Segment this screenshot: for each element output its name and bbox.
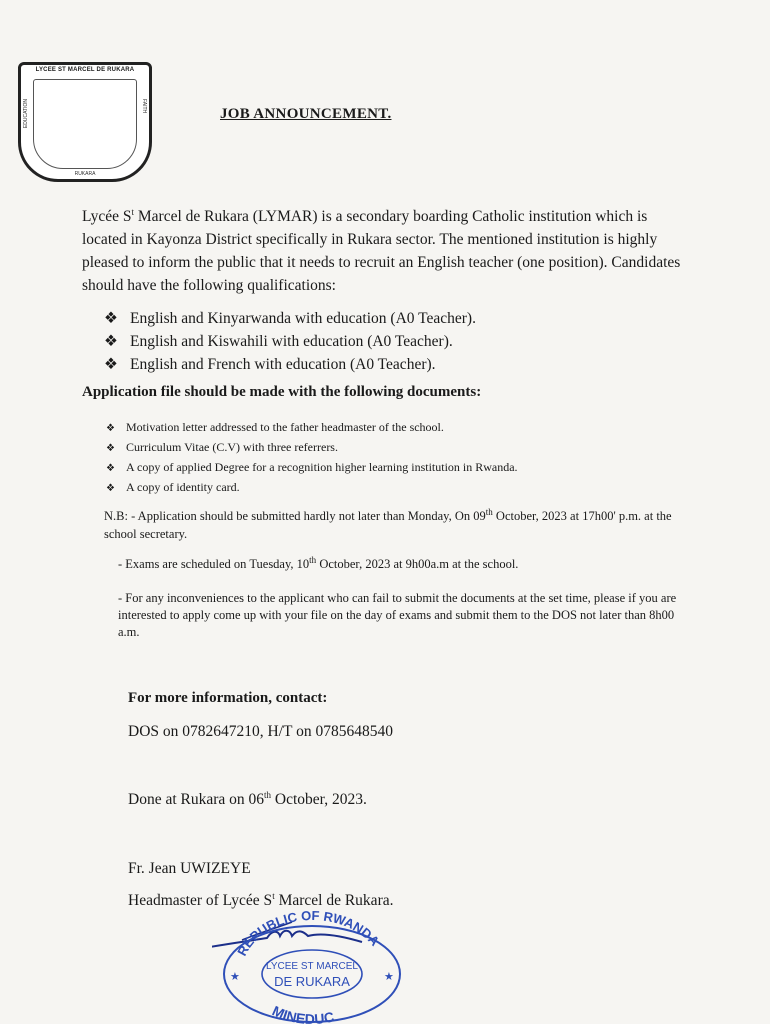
list-item: ❖ Curriculum Vitae (C.V) with three referrers.: [106, 438, 518, 458]
document-title: JOB ANNOUNCEMENT.: [220, 106, 392, 122]
intro-sup: t: [131, 206, 135, 217]
intro-paragraph: [82, 205, 692, 297]
stamp-inner-line1: LYCEE ST MARCEL: [266, 961, 358, 972]
exams-text-start: - Exams are scheduled on Tuesday, 10: [118, 557, 310, 571]
inconveniences-note: - For any inconveniences to the applicant who can fail to submit the documents at the set time, please if you are interested to apply come up with your file on the day of exams and submit them to the DOS not later than 8h00 a.m.: [118, 591, 677, 639]
done-text-start: Done at Rukara on 06: [128, 791, 265, 808]
list-item: ❖ English and Kiswahili with education (A0 Teacher).: [104, 330, 476, 353]
done-sup: th: [264, 789, 272, 800]
exams-note: [118, 554, 519, 572]
nb-text-rest: October, 2023 at 17h00' p.m. at the school secretary.: [104, 509, 672, 541]
logo-side-right-text: FAITH: [141, 99, 147, 114]
logo-bottom-text: RUKARA: [74, 171, 96, 177]
intro-text-rest: Marcel de Rukara (LYMAR) is a secondary boarding Catholic institution which is located in Kayonza District specifically in Rukara sector. The mentioned institution is highly pleased to inform the public that it needs to recruit an English teacher (one position). Candidates should have the following qualifications:: [82, 208, 681, 294]
qualifications-list: [104, 307, 476, 376]
signature-scribble: [212, 931, 362, 952]
signatory-name: Fr. Jean UWIZEYE: [128, 860, 251, 877]
stamp-top-text: REPUBLIC OF RWANDA: [234, 907, 383, 959]
role-text-start: Headmaster of Lycée S: [128, 892, 273, 909]
documents-list: [106, 418, 518, 498]
stamp-bottom-text: MINEDUC: [269, 1002, 336, 1024]
stamp-inner-line2: DE RUKARA: [274, 974, 350, 989]
stamp-star-right: ★: [384, 971, 394, 983]
application-heading: Application file should be made with the following documents:: [82, 384, 482, 400]
done-line: [128, 791, 367, 809]
more-info-heading: For more information, contact:: [128, 690, 328, 706]
done-text-rest: October, 2023.: [271, 791, 367, 808]
exams-sup: th: [309, 554, 317, 565]
exams-text-rest: October, 2023 at 9h00a.m at the school.: [316, 557, 519, 571]
nb-text-start: N.B: - Application should be submitted hardly not later than Monday, On 09: [104, 509, 486, 523]
nb-note: [104, 507, 694, 543]
logo-top-text: LYCEE ST MARCEL DE RUKARA: [35, 67, 135, 73]
list-item: ❖ English and Kinyarwanda with education (A0 Teacher).: [104, 307, 476, 330]
intro-text-start: Lycée S: [82, 208, 132, 225]
school-logo: [18, 62, 152, 182]
list-item: ❖ A copy of applied Degree for a recognition higher learning institution in Rwanda.: [106, 458, 518, 478]
stamp-star-left: ★: [230, 971, 240, 983]
logo-side-left-text: EDUCATION: [23, 99, 29, 129]
list-item: ❖ Motivation letter addressed to the father headmaster of the school.: [106, 418, 518, 438]
logo-emblem: [33, 79, 137, 169]
official-stamp: [212, 902, 402, 1024]
role-sup: t: [272, 890, 275, 901]
list-item: ❖ English and French with education (A0 Teacher).: [104, 353, 476, 376]
contact-numbers: DOS on 0782647210, H/T on 0785648540: [128, 723, 393, 740]
role-text-rest: Marcel de Rukara.: [274, 892, 394, 909]
list-item: ❖ A copy of identity card.: [106, 478, 518, 498]
nb-sup: th: [485, 506, 493, 517]
